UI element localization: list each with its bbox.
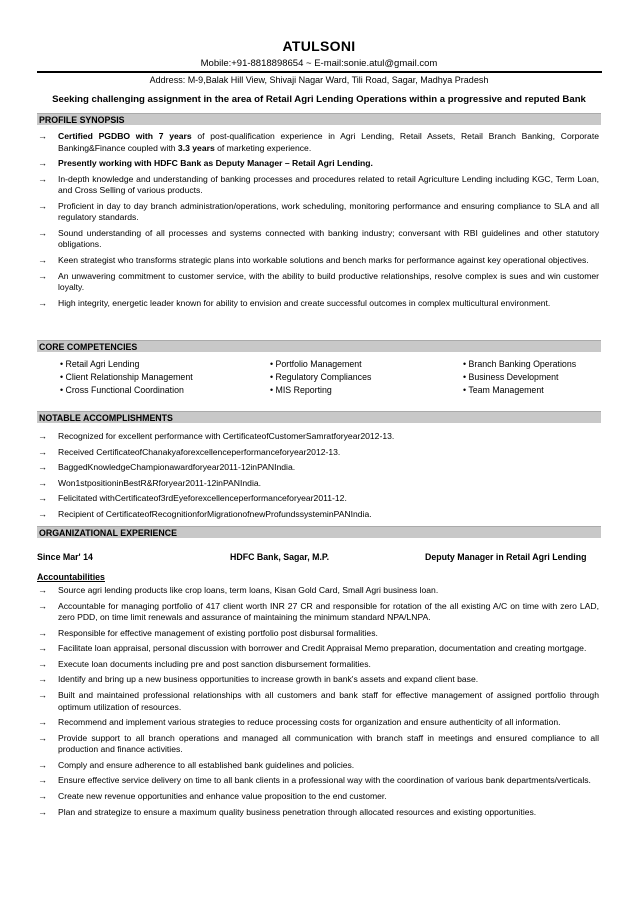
accountability-item [37, 659, 599, 671]
section-heading-accomplishments: NOTABLE ACCOMPLISHMENTS [37, 411, 601, 423]
accountability-item [37, 643, 599, 655]
arrow-bullet-icon: → [38, 431, 47, 441]
profile-item-text: An unwavering commitment to customer service, with the ability to build productive relationships, resolve complex is sues and win customer loyalty. [58, 270, 599, 293]
accomplishment-item-text: Recipient of CertificateofRecognitionforMigrationofnewProfundssysteminPANIndia. [58, 508, 372, 519]
accountability-item [37, 807, 599, 819]
arrow-bullet-icon: → [38, 732, 47, 743]
accountability-item [37, 791, 599, 803]
arrow-bullet-icon: → [38, 446, 47, 457]
accountability-item-text: Execute loan documents including pre and post sanction disbursement formalities. [58, 658, 371, 669]
accomplishments-list [37, 431, 599, 525]
arrow-bullet-icon: → [38, 717, 47, 728]
accountability-item [37, 585, 599, 597]
competency-item: • Client Relationship Management [60, 372, 193, 382]
arrow-bullet-icon: → [38, 462, 47, 473]
profile-item-emphasis: Presently working with HDFC Bank as Deputy Manager – Retail Agri Lending. [58, 158, 373, 169]
employment-start: Since Mar' 14 [37, 552, 93, 562]
arrow-bullet-icon: → [38, 173, 47, 184]
section-heading-competencies: CORE COMPETENCIES [37, 340, 601, 352]
profile-item [37, 201, 599, 224]
accomplishment-item-text: BaggedKnowledgeChampionawardforyear2011-12inPANIndia. [58, 462, 296, 473]
profile-item [37, 271, 599, 294]
accountability-item-text: Facilitate loan appraisal, personal discussion with borrower and Credit Appraisal Memo preparation, documentation and creating mortgage. [58, 643, 587, 654]
accountability-item [37, 775, 599, 787]
arrow-bullet-icon: → [38, 806, 47, 817]
competency-item: • Retail Agri Lending [60, 359, 140, 369]
competency-item: • Branch Banking Operations [463, 359, 577, 369]
accountability-item [37, 628, 599, 640]
arrow-bullet-icon: → [38, 477, 47, 488]
arrow-bullet-icon: → [38, 658, 47, 669]
arrow-bullet-icon: → [38, 270, 47, 281]
accomplishment-item [37, 462, 599, 474]
competency-item: • Team Management [463, 385, 544, 395]
competency-item: • MIS Reporting [270, 385, 332, 395]
accountability-item-text: Recommend and implement various strategies to reduce processing costs for organization and ensure authenticity of all information. [58, 717, 561, 728]
accountability-item-text: Comply and ensure adherence to all established bank guidelines and policies. [58, 759, 355, 770]
arrow-bullet-icon: → [38, 690, 47, 701]
arrow-bullet-icon: → [38, 791, 47, 802]
arrow-bullet-icon: → [38, 759, 47, 770]
profile-item [37, 255, 599, 267]
accountability-item-text: Accountable for managing portfolio of 417 client worth INR 27 CR and responsible for rotation of the all existing A/C on time with zero LAD, zero PDD, on time limit renewals and assurance of maintaining the minimum standard NPA/LNPA. [58, 600, 599, 623]
profile-item [37, 158, 599, 170]
profile-item-text: Proficient in day to day branch administration/operations, work scheduling, monitoring performance and ensuring compliance to SLA and all regulatory standards. [58, 200, 599, 223]
arrow-bullet-icon: → [38, 585, 47, 595]
career-objective: Seeking challenging assignment in the area of Retail Agri Lending Operations within a progressive and reputed Bank [52, 94, 586, 105]
accountability-item [37, 674, 599, 686]
arrow-bullet-icon: → [38, 627, 47, 638]
accountability-item-text: Create new revenue opportunities and enhance value proposition to the end customer. [58, 791, 387, 802]
accountability-item-text: Built and maintained professional relationships with all customers and bank staff for effective management of assigned portfolio through optimum utilization of resources. [58, 690, 599, 712]
section-heading-experience: ORGANIZATIONAL EXPERIENCE [37, 526, 601, 538]
arrow-bullet-icon: → [38, 227, 47, 238]
profile-item-emphasis: 3.3 years [177, 142, 215, 153]
profile-item-emphasis: Certified PGDBO with 7 years [58, 131, 192, 141]
profile-item-text: of marketing experience. [214, 142, 312, 153]
arrow-bullet-icon: → [38, 600, 47, 611]
accountabilities-heading: Accountabilities [37, 572, 105, 582]
arrow-bullet-icon: → [38, 674, 47, 685]
arrow-bullet-icon: → [38, 493, 47, 504]
accountability-item [37, 733, 599, 756]
profile-item-text: Keen strategist who transforms strategic plans into workable solutions and bench marks for performance against key operational objectives. [58, 254, 589, 265]
accountability-item-text: Plan and strategize to ensure a maximum quality business penetration through allocated resources and existing opportunities. [58, 806, 537, 817]
arrow-bullet-icon: → [38, 508, 47, 519]
competency-item: • Cross Functional Coordination [60, 385, 184, 395]
arrow-bullet-icon: → [38, 254, 47, 265]
accountability-item-text: Ensure effective service delivery on time to all bank clients in a professional way with the coordination of various bank departments/verticals. [58, 775, 591, 786]
profile-item [37, 131, 599, 154]
section-heading-profile: PROFILE SYNOPSIS [37, 113, 601, 125]
accountability-item-text: Source agri lending products like crop loans, term loans, Kisan Gold Card, Small Agri business loan. [58, 585, 439, 595]
profile-item [37, 298, 599, 310]
profile-item [37, 228, 599, 251]
accountability-item [37, 690, 599, 713]
contact-line: Mobile:+91-8818898654 ~ E-mail:sonie.atul@gmail.com [200, 58, 438, 69]
accountability-item [37, 717, 599, 729]
accomplishment-item [37, 447, 599, 459]
profile-item-text: Sound understanding of all processes and systems connected with banking industry; conversant with RBI guidelines and other statutory obligations. [58, 227, 599, 250]
accountability-item [37, 760, 599, 772]
accountabilities-list [37, 585, 599, 822]
arrow-bullet-icon: → [38, 643, 47, 654]
employer-name: HDFC Bank, Sagar, M.P. [230, 552, 330, 562]
competency-item: • Regulatory Compliances [270, 372, 372, 382]
arrow-bullet-icon: → [38, 131, 47, 141]
candidate-name: ATULSONI [282, 38, 356, 54]
competency-item: • Portfolio Management [270, 359, 362, 369]
arrow-bullet-icon: → [38, 158, 47, 169]
profile-item-text: of post-qualification experience in Agri Lending, Retail Assets, Retail Branch Banking, Corporate Banking&Finance coupled with [58, 131, 599, 153]
accountability-item-text: Identify and bring up a new business opportunities to increase growth in bank's assets and expand client base. [58, 674, 479, 685]
address-line: Address: M-9,Balak Hill View, Shivaji Nagar Ward, Tili Road, Sagar, Madhya Pradesh [149, 75, 489, 85]
arrow-bullet-icon: → [38, 297, 47, 308]
profile-item-text: In-depth knowledge and understanding of banking processes and procedures related to retail Agriculture Lending including KGC, Term Loan, and Cross Selling of various products. [58, 173, 599, 196]
profile-list [37, 131, 599, 313]
accomplishment-item-text: Won1stpositioninBestR&Rforyear2011-12inPANIndia. [58, 477, 262, 488]
accountability-item [37, 601, 599, 624]
accomplishment-item-text: Recognized for excellent performance with CertificateofCustomerSamratforyear2012-13. [58, 431, 395, 441]
competency-item: • Business Development [463, 372, 559, 382]
profile-item-text: High integrity, energetic leader known for ability to envision and create successful outcomes in complex multicultural environment. [58, 297, 551, 308]
job-title: Deputy Manager in Retail Agri Lending [425, 552, 587, 562]
accomplishment-item [37, 509, 599, 521]
accomplishment-item [37, 478, 599, 490]
accomplishment-item [37, 493, 599, 505]
accountability-item-text: Provide support to all branch operations and managed all communication with branch staff in meetings and ensured compliance to all production and finance activities. [58, 732, 599, 755]
accomplishment-item-text: Received CertificateofChanakyaforexcellenceperformanceforyear2012-13. [58, 446, 341, 457]
profile-item [37, 174, 599, 197]
accomplishment-item-text: Felicitated withCertificateof3rdEyeforexcellenceperformanceforyear2011-12. [58, 493, 347, 504]
accomplishment-item [37, 431, 599, 443]
header-divider [37, 71, 602, 73]
accountability-item-text: Responsible for effective management of existing portfolio post disbursal formalities. [58, 627, 378, 638]
arrow-bullet-icon: → [38, 775, 47, 786]
arrow-bullet-icon: → [38, 200, 47, 211]
